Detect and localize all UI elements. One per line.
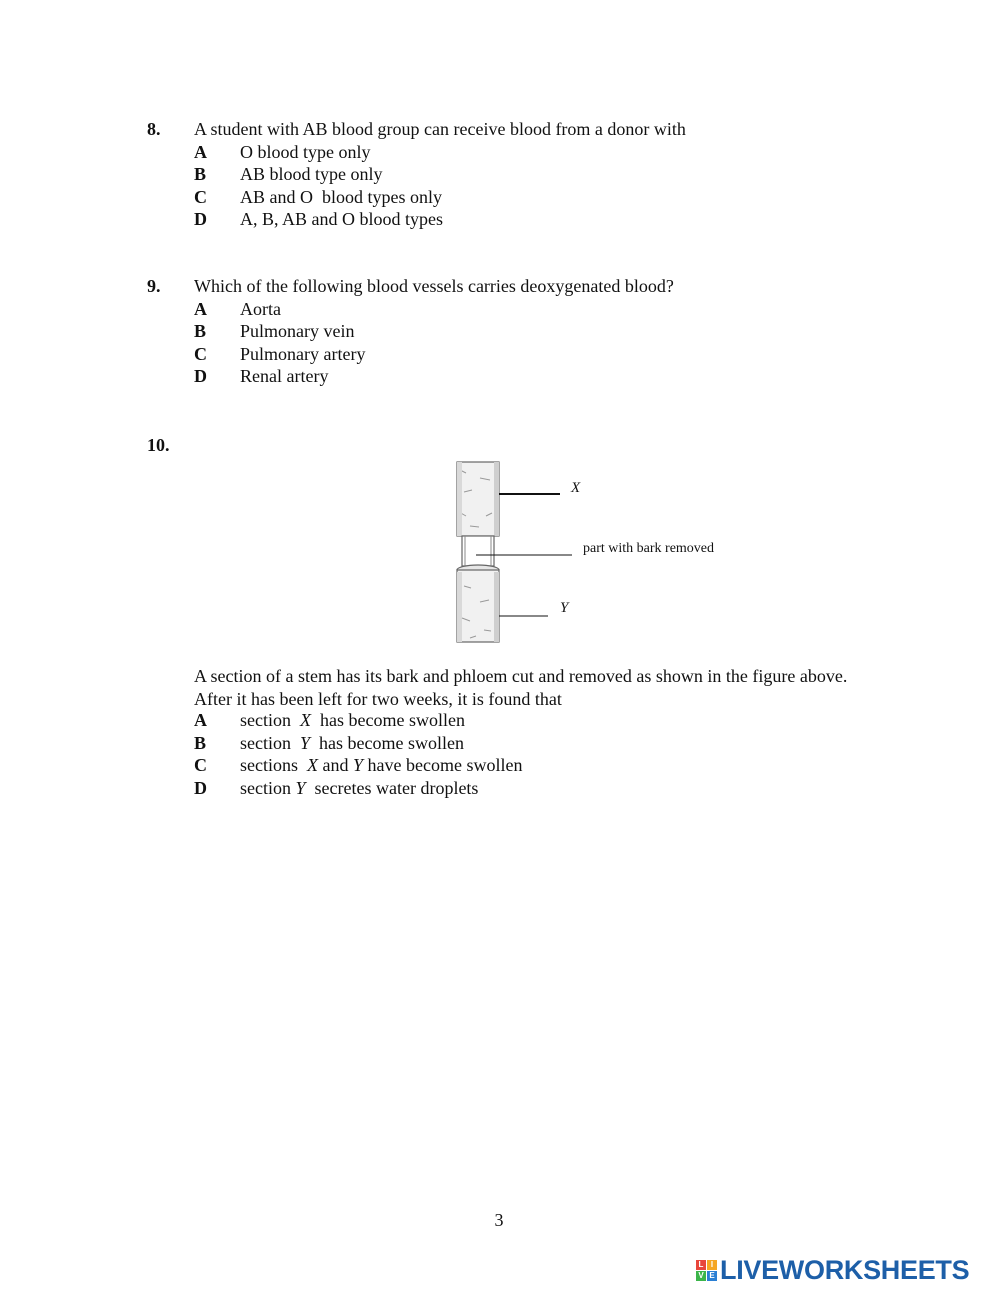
question-text: A student with AB blood group can receive blood from a donor with	[194, 119, 686, 139]
option-a[interactable]	[194, 709, 894, 732]
option-letter: A	[194, 141, 207, 162]
option-c[interactable]	[194, 343, 894, 366]
variable-y: Y	[353, 755, 364, 775]
option-a[interactable]	[194, 298, 894, 321]
option-d[interactable]	[194, 365, 894, 388]
option-text: Renal artery	[240, 366, 329, 386]
option-d[interactable]	[194, 208, 894, 231]
label-bark-removed: part with bark removed	[583, 541, 715, 556]
option-text: Pulmonary artery	[240, 343, 366, 364]
option-letter: D	[194, 209, 207, 229]
liveworksheets-logo[interactable]	[696, 1255, 969, 1285]
label-y: Y	[560, 600, 569, 616]
page-number: 3	[494, 1210, 504, 1230]
option-text: section Y secretes water droplets	[240, 777, 479, 798]
logo-icon: L I V E	[696, 1260, 717, 1281]
option-text: O blood type only	[240, 141, 371, 162]
option-text: Pulmonary vein	[240, 321, 355, 341]
option-letter: B	[194, 732, 207, 753]
option-text: section X has become swollen	[240, 710, 465, 730]
option-text: A, B, AB and O blood types	[240, 209, 444, 229]
brand-name: LIVEWORKSHEETS	[720, 1254, 970, 1285]
option-letter: D	[194, 777, 207, 798]
option-letter: C	[194, 186, 207, 207]
stem-bark-removed	[462, 536, 494, 566]
stem-section-y	[457, 565, 499, 642]
option-text: Aorta	[240, 298, 281, 319]
option-letter: C	[194, 755, 207, 775]
label-x: X	[571, 480, 581, 496]
option-text: AB and O blood types only	[240, 186, 442, 207]
variable-y: Y	[295, 777, 306, 798]
option-letter: B	[194, 164, 207, 184]
variable-x: X	[300, 710, 311, 730]
question-text: A section of a stem has its bark and phloem cut and removed as shown in the figure above. After it has been left for two weeks, it is found that	[194, 666, 848, 709]
question-number: 8.	[147, 119, 161, 139]
option-letter: A	[194, 298, 207, 319]
question-number: 9.	[147, 276, 161, 296]
option-b[interactable]	[194, 732, 894, 755]
option-b[interactable]	[194, 163, 894, 186]
variable-y: Y	[300, 732, 311, 753]
option-text: section Y has become swollen	[240, 732, 464, 753]
option-letter: C	[194, 343, 207, 364]
option-c[interactable]	[194, 186, 894, 209]
stem-section-x	[457, 462, 499, 536]
option-text: AB blood type only	[240, 164, 383, 184]
option-letter: A	[194, 710, 207, 730]
variable-x: X	[307, 755, 318, 775]
option-letter: B	[194, 321, 207, 341]
option-text: sections X and Y have become swollen	[240, 755, 523, 775]
option-c[interactable]	[194, 754, 894, 777]
option-a[interactable]	[194, 141, 894, 164]
option-d[interactable]	[194, 777, 894, 800]
stem-figure	[440, 456, 770, 646]
question-number: 10.	[147, 435, 170, 455]
question-text: Which of the following blood vessels carries deoxygenated blood?	[194, 276, 674, 296]
option-letter: D	[194, 366, 207, 386]
option-b[interactable]	[194, 320, 894, 343]
